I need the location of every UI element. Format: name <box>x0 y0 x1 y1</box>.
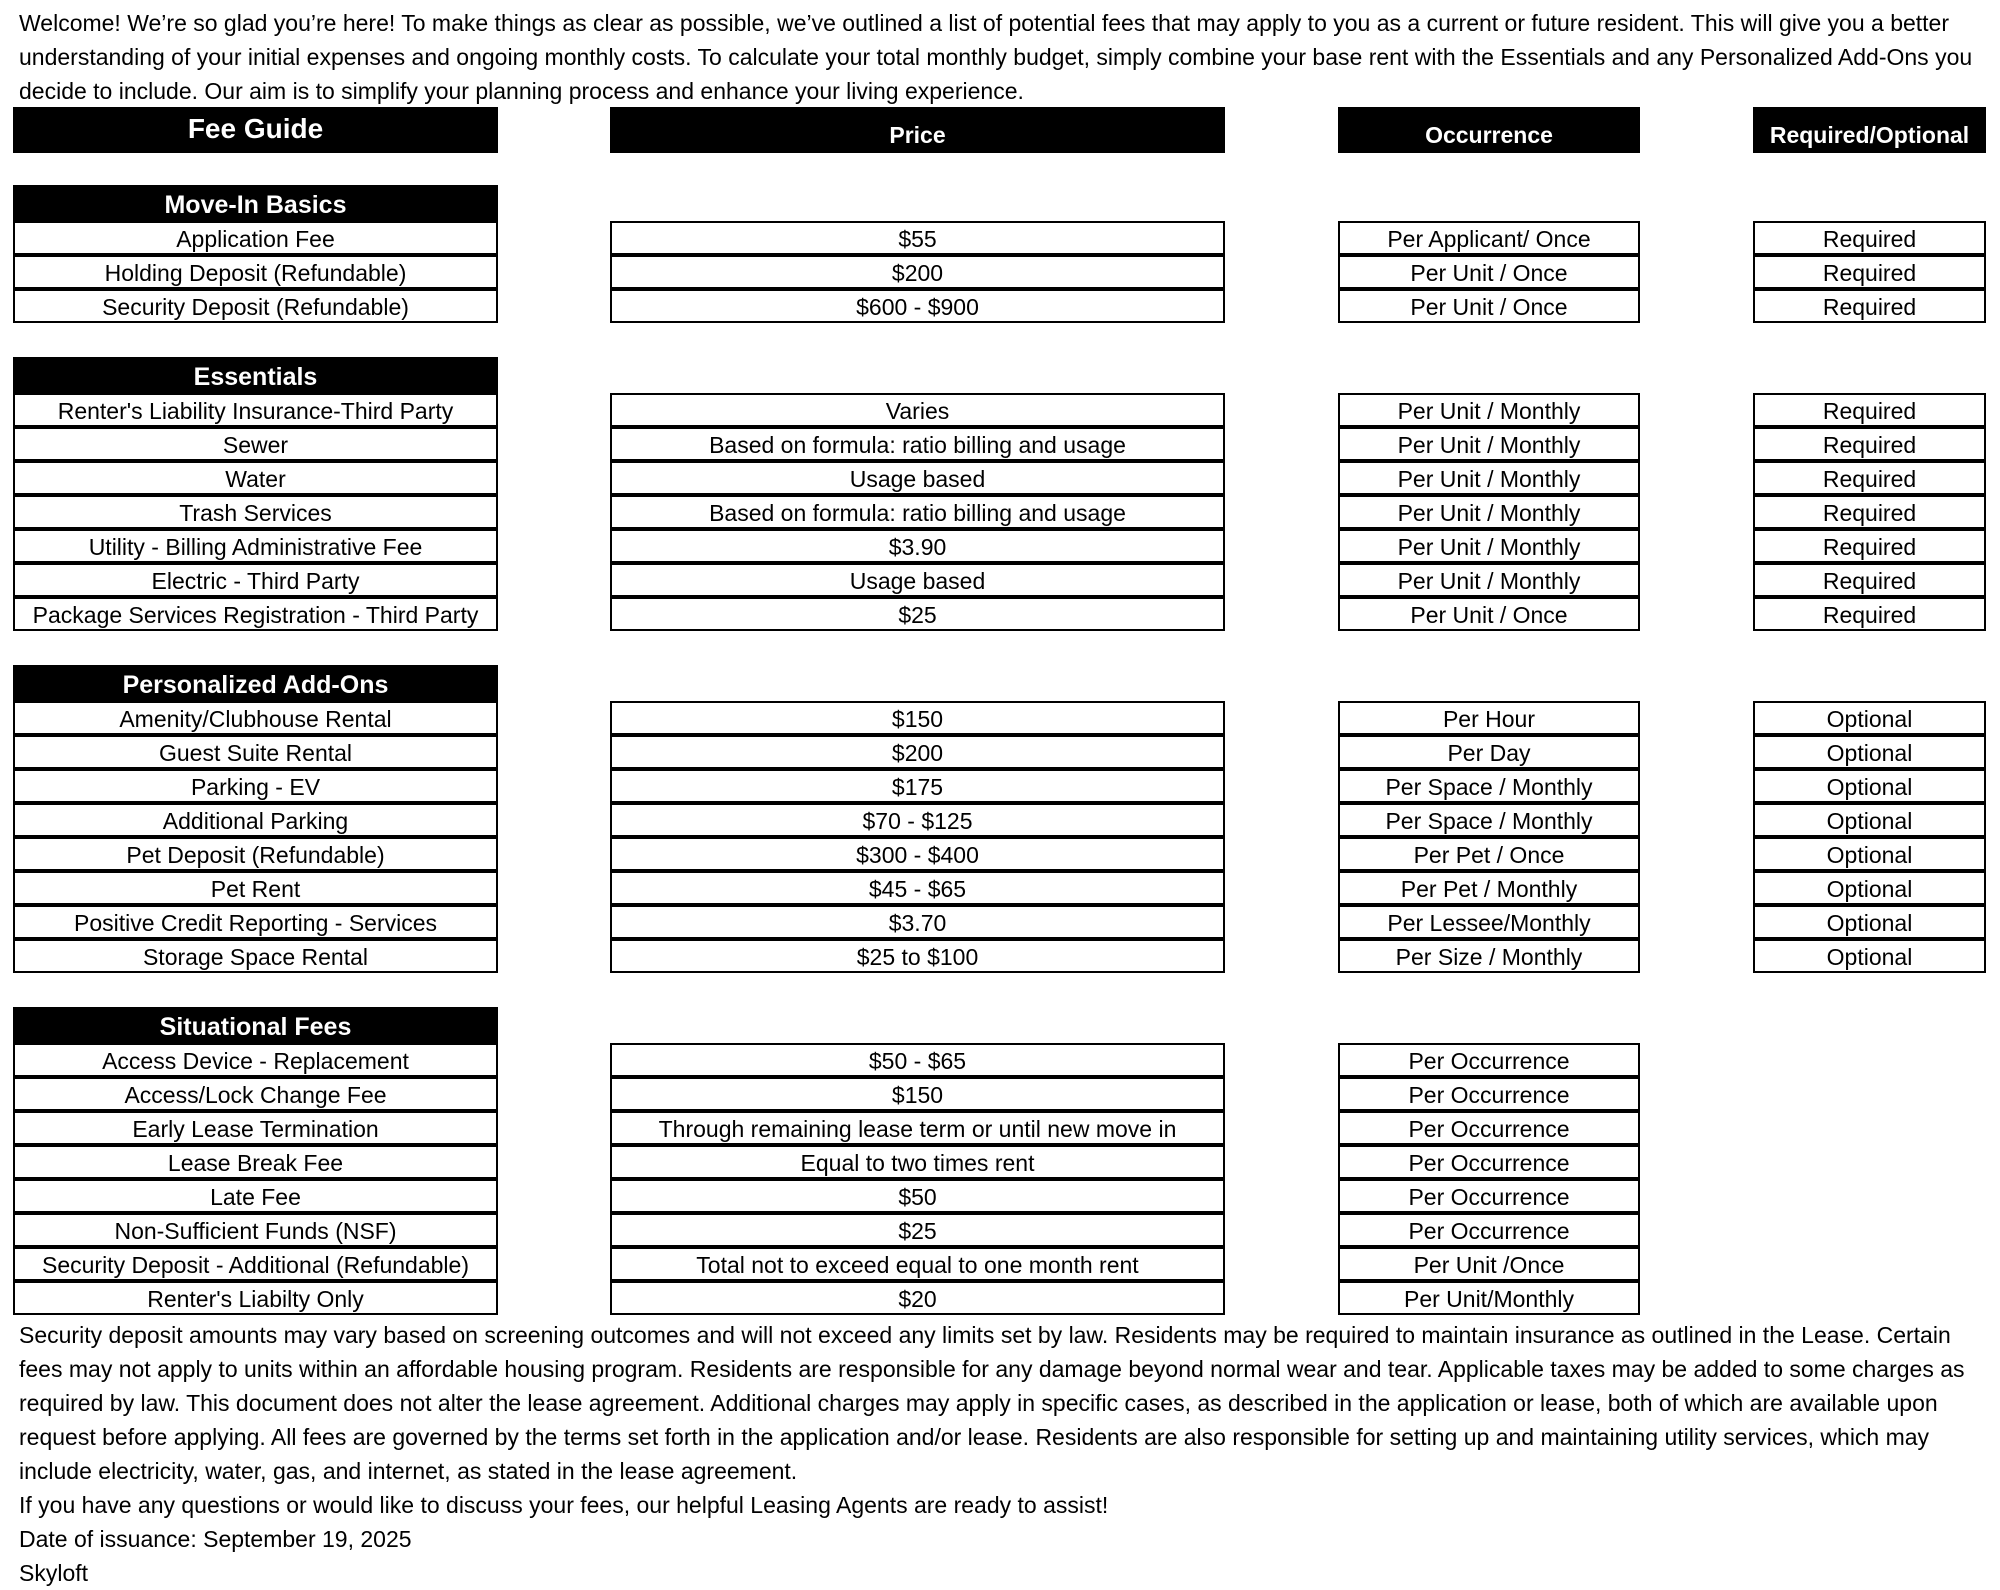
occurrence-cell: Per Unit / Monthly <box>1338 393 1640 427</box>
price-cell: $50 - $65 <box>610 1043 1225 1077</box>
price-cell: $3.90 <box>610 529 1225 563</box>
price-cell: Based on formula: ratio billing and usage <box>610 495 1225 529</box>
occurrence-cell: Per Day <box>1338 735 1640 769</box>
fee-name-cell: Holding Deposit (Refundable) <box>13 255 498 289</box>
price-cell: Usage based <box>610 461 1225 495</box>
required-cell: Required <box>1753 255 1986 289</box>
occurrence-cell: Per Pet / Once <box>1338 837 1640 871</box>
occurrence-cell: Per Space / Monthly <box>1338 803 1640 837</box>
table-row <box>0 905 2000 939</box>
table-row <box>0 1179 2000 1213</box>
occurrence-cell: Per Unit/Monthly <box>1338 1281 1640 1315</box>
fee-name-cell: Late Fee <box>13 1179 498 1213</box>
price-cell: $25 <box>610 1213 1225 1247</box>
required-cell: Optional <box>1753 769 1986 803</box>
table-row <box>0 289 2000 323</box>
table-row <box>0 221 2000 255</box>
price-cell: $25 to $100 <box>610 939 1225 973</box>
occurrence-cell: Per Occurrence <box>1338 1179 1640 1213</box>
table-row <box>0 427 2000 461</box>
price-cell: $200 <box>610 255 1225 289</box>
table-row <box>0 1077 2000 1111</box>
occurrence-cell: Per Occurrence <box>1338 1145 1640 1179</box>
occurrence-cell: Per Size / Monthly <box>1338 939 1640 973</box>
required-cell: Optional <box>1753 735 1986 769</box>
table-row <box>0 461 2000 495</box>
price-cell: $175 <box>610 769 1225 803</box>
table-row <box>0 837 2000 871</box>
fee-name-cell: Guest Suite Rental <box>13 735 498 769</box>
fee-name-cell: Access/Lock Change Fee <box>13 1077 498 1111</box>
fee-name-cell: Renter's Liabilty Only <box>13 1281 498 1315</box>
price-cell: $150 <box>610 1077 1225 1111</box>
fee-name-cell: Package Services Registration - Third Party <box>13 597 498 631</box>
issuance-date: Date of issuance: September 19, 2025 <box>19 1526 412 1552</box>
price-cell: $300 - $400 <box>610 837 1225 871</box>
occurrence-cell: Per Occurrence <box>1338 1077 1640 1111</box>
fee-name-cell: Storage Space Rental <box>13 939 498 973</box>
table-row <box>0 939 2000 973</box>
fee-name-cell: Lease Break Fee <box>13 1145 498 1179</box>
price-cell: Equal to two times rent <box>610 1145 1225 1179</box>
price-cell: Varies <box>610 393 1225 427</box>
occurrence-cell: Per Hour <box>1338 701 1640 735</box>
fee-name-cell: Positive Credit Reporting - Services <box>13 905 498 939</box>
price-cell: $3.70 <box>610 905 1225 939</box>
price-cell: $55 <box>610 221 1225 255</box>
fee-name-cell: Access Device - Replacement <box>13 1043 498 1077</box>
footer <box>19 1318 1985 1590</box>
fee-name-cell: Utility - Billing Administrative Fee <box>13 529 498 563</box>
occurrence-cell: Per Occurrence <box>1338 1111 1640 1145</box>
price-cell: $70 - $125 <box>610 803 1225 837</box>
required-cell: Required <box>1753 289 1986 323</box>
fee-name-cell: Sewer <box>13 427 498 461</box>
disclaimer-text: Security deposit amounts may vary based on screening outcomes and will not exceed any limits set by law. Residents may be required to maintain insurance as outlined in the Lease. Certain fees may not apply to units within an affordable housing program. Residents are responsible for any damage beyond normal wear and tear. Applicable taxes may be added to some charges as required by law. This document does not alter the lease agreement. Additional charges may apply in specific cases, as described in the application or lease, both of which are available upon request before applying. All fees are governed by the terms set forth in the application and/or lease. Residents are also responsible for setting up and maintaining utility services, which may include electricity, water, gas, and internet, as stated in the lease agreement. <box>19 1322 1965 1484</box>
fee-name-cell: Security Deposit (Refundable) <box>13 289 498 323</box>
table-row <box>0 803 2000 837</box>
table-row <box>0 1213 2000 1247</box>
section-header: Move-In Basics <box>13 185 498 221</box>
table-row <box>0 1145 2000 1179</box>
table-row <box>0 1281 2000 1315</box>
table-row <box>0 495 2000 529</box>
table-row <box>0 735 2000 769</box>
price-cell: $50 <box>610 1179 1225 1213</box>
fee-name-cell: Electric - Third Party <box>13 563 498 597</box>
required-cell: Required <box>1753 427 1986 461</box>
required-cell: Optional <box>1753 803 1986 837</box>
occurrence-cell: Per Unit /Once <box>1338 1247 1640 1281</box>
price-cell: $25 <box>610 597 1225 631</box>
table-row <box>0 1043 2000 1077</box>
fee-name-cell: Pet Rent <box>13 871 498 905</box>
price-cell: Usage based <box>610 563 1225 597</box>
price-cell: $20 <box>610 1281 1225 1315</box>
occurrence-cell: Per Unit / Once <box>1338 597 1640 631</box>
section-header: Essentials <box>13 357 498 393</box>
price-column-header: Price <box>610 107 1225 153</box>
fee-name-cell: Trash Services <box>13 495 498 529</box>
price-cell: Total not to exceed equal to one month rent <box>610 1247 1225 1281</box>
price-cell: Through remaining lease term or until new move in <box>610 1111 1225 1145</box>
price-cell: $45 - $65 <box>610 871 1225 905</box>
table-row <box>0 563 2000 597</box>
required-cell: Optional <box>1753 905 1986 939</box>
required-column-header: Required/Optional <box>1753 107 1986 153</box>
fee-name-cell: Amenity/Clubhouse Rental <box>13 701 498 735</box>
table-row <box>0 1247 2000 1281</box>
table-row <box>0 255 2000 289</box>
occurrence-cell: Per Applicant/ Once <box>1338 221 1640 255</box>
occurrence-cell: Per Unit / Monthly <box>1338 495 1640 529</box>
fee-name-cell: Pet Deposit (Refundable) <box>13 837 498 871</box>
price-cell: Based on formula: ratio billing and usage <box>610 427 1225 461</box>
required-cell: Optional <box>1753 939 1986 973</box>
occurrence-cell: Per Unit / Once <box>1338 255 1640 289</box>
occurrence-cell: Per Unit / Monthly <box>1338 461 1640 495</box>
occurrence-cell: Per Unit / Monthly <box>1338 563 1640 597</box>
price-cell: $600 - $900 <box>610 289 1225 323</box>
price-cell: $200 <box>610 735 1225 769</box>
contact-text: If you have any questions or would like to discuss your fees, our helpful Leasing Agents are ready to assist! <box>19 1492 1109 1518</box>
occurrence-cell: Per Unit / Monthly <box>1338 529 1640 563</box>
required-cell: Required <box>1753 461 1986 495</box>
required-cell: Required <box>1753 495 1986 529</box>
intro-text: Welcome! We’re so glad you’re here! To make things as clear as possible, we’ve outlined a list of potential fees that may apply to you as a current or future resident. This will give you a better understanding of your initial expenses and ongoing monthly costs. To calculate your total monthly budget, simply combine your base rent with the Essentials and any Personalized Add-Ons you decide to include. Our aim is to simplify your planning process and enhance your living experience. <box>19 10 1973 104</box>
required-cell: Required <box>1753 221 1986 255</box>
occurrence-cell: Per Pet / Monthly <box>1338 871 1640 905</box>
table-row <box>0 393 2000 427</box>
occurrence-cell: Per Occurrence <box>1338 1213 1640 1247</box>
section-header: Situational Fees <box>13 1007 498 1043</box>
table-row <box>0 529 2000 563</box>
occurrence-cell: Per Space / Monthly <box>1338 769 1640 803</box>
table-row <box>0 701 2000 735</box>
fee-name-cell: Water <box>13 461 498 495</box>
fee-name-cell: Parking - EV <box>13 769 498 803</box>
section-header: Personalized Add-Ons <box>13 665 498 701</box>
required-cell: Required <box>1753 563 1986 597</box>
fee-name-cell: Renter's Liability Insurance-Third Party <box>13 393 498 427</box>
occurrence-cell: Per Lessee/Monthly <box>1338 905 1640 939</box>
company-name: Skyloft <box>19 1560 89 1586</box>
occurrence-cell: Per Unit / Monthly <box>1338 427 1640 461</box>
required-cell: Optional <box>1753 837 1986 871</box>
table-row <box>0 871 2000 905</box>
table-row <box>0 769 2000 803</box>
price-cell: $150 <box>610 701 1225 735</box>
required-cell: Required <box>1753 393 1986 427</box>
required-cell: Required <box>1753 597 1986 631</box>
fee-name-cell: Additional Parking <box>13 803 498 837</box>
required-cell: Optional <box>1753 871 1986 905</box>
required-cell: Optional <box>1753 701 1986 735</box>
occurrence-cell: Per Occurrence <box>1338 1043 1640 1077</box>
required-cell: Required <box>1753 529 1986 563</box>
fee-name-cell: Application Fee <box>13 221 498 255</box>
table-row <box>0 597 2000 631</box>
table-row <box>0 1111 2000 1145</box>
fee-name-cell: Non-Sufficient Funds (NSF) <box>13 1213 498 1247</box>
fee-name-cell: Early Lease Termination <box>13 1111 498 1145</box>
occurrence-cell: Per Unit / Once <box>1338 289 1640 323</box>
fee-name-cell: Security Deposit - Additional (Refundable) <box>13 1247 498 1281</box>
fee-guide-header: Fee Guide <box>13 107 498 153</box>
occurrence-column-header: Occurrence <box>1338 107 1640 153</box>
